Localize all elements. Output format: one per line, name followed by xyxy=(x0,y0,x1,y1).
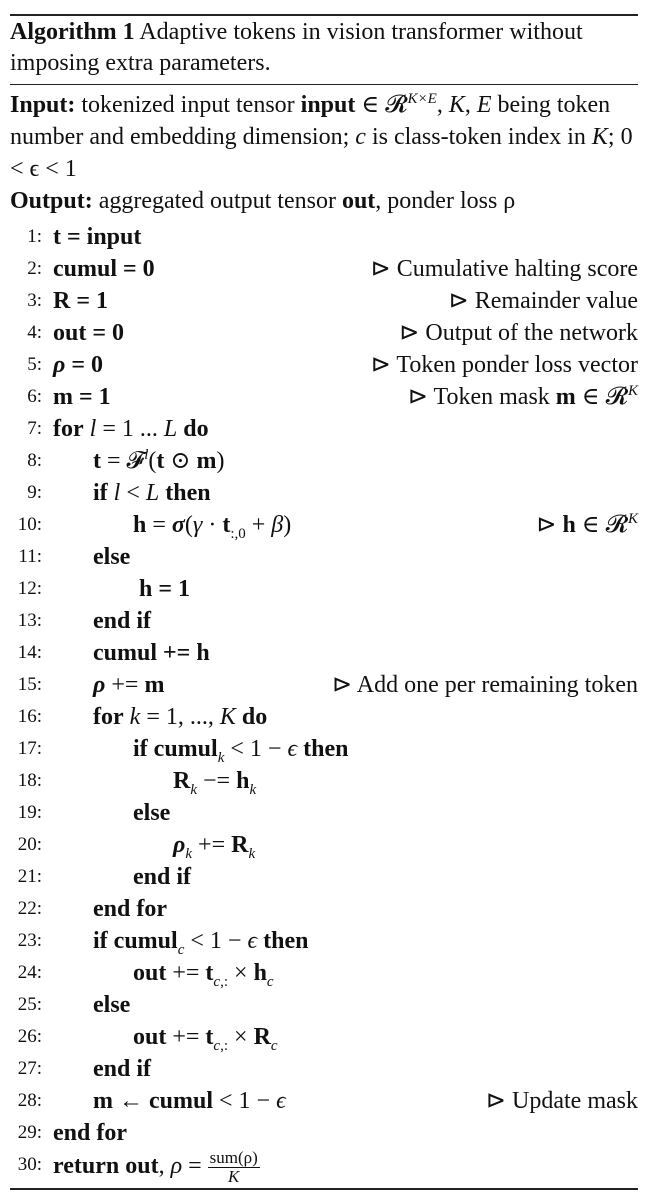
comment-5: ⊳ Token ponder loss vector xyxy=(370,352,638,378)
line-27: 27: end if xyxy=(17,1056,152,1082)
line-6: 6: m = 1 ⊳ Token mask m ∈ 𝓡$^K$ xyxy=(10,381,638,413)
bottom-rule xyxy=(10,1188,638,1190)
input-sup: K×E xyxy=(407,91,437,107)
line-19: 19: else xyxy=(17,800,171,826)
line-25: 25: else xyxy=(17,992,131,1018)
output-bold: out xyxy=(341,188,376,214)
line-10: 10: $h = \sigma(\gamma \cdot t_{:,0} + \beta)$ ⊳ h ∈ 𝓡$^K$ xyxy=(17,511,638,542)
line-23: 23: if cumul$_c$ < 1 − ϵ then xyxy=(17,928,309,958)
top-rule xyxy=(10,14,638,16)
line-16: 16: for k = 1, ..., K do xyxy=(17,704,268,730)
line-13: 13: end if xyxy=(17,608,152,634)
line-18: 18: $R_k -= h_k$ xyxy=(17,768,257,798)
caption-rule xyxy=(10,84,638,85)
caption-label: Algorithm 1 xyxy=(10,19,135,45)
input-math: ∈ 𝓡 xyxy=(361,92,408,118)
line-22: 22: end for xyxy=(17,896,167,922)
line-15: 15: ρ += m ⊳ Add one per remaining token xyxy=(10,669,638,701)
line-3: 3: R = 1 ⊳ Remainder value xyxy=(10,285,638,317)
input-bold: input xyxy=(300,92,356,118)
line-26: 26: out += $t_{c,:} \times R_c$ xyxy=(17,1024,278,1054)
comment-10: ⊳ h ∈ 𝓡$^K$ xyxy=(536,511,638,538)
line-4: 4: out = 0 ⊳ Output of the network xyxy=(10,317,638,349)
input-rest2: being token number and embedding dimension; xyxy=(10,92,611,150)
input-pre: tokenized input tensor xyxy=(81,92,295,118)
line-7: 7: for l = 1 ... L do xyxy=(27,416,209,442)
output-rest: , ponder loss ρ xyxy=(375,188,516,214)
input-rest4: ; 0 < ϵ < 1 xyxy=(10,124,633,182)
line-1: 1: t = input xyxy=(27,224,142,250)
line-11: 11: else xyxy=(18,544,131,570)
comment-4: ⊳ Output of the network xyxy=(399,320,638,346)
line-17: 17: if cumul$_k$ < 1 − ϵ then xyxy=(17,736,349,766)
output-spec xyxy=(10,185,638,217)
line-9: 9: if l < L then xyxy=(27,480,211,506)
algorithm-caption xyxy=(10,17,638,79)
line-29: 29: end for xyxy=(17,1120,127,1146)
line-21: 21: end if xyxy=(17,864,192,890)
line-5: 5: ρ = 0 ⊳ Token ponder loss vector xyxy=(10,349,638,381)
line-12: 12: h = 1 xyxy=(17,576,191,602)
input-spec: Input: tokenized input tensor input ∈ 𝓡$^{K\times E}$, K, E being token number and embedding dimension; c is class-token index in K; 0 < ϵ < 1 xyxy=(10,91,633,182)
input-label: Input: xyxy=(10,92,76,118)
line-8: 8: t = 𝓕$^l$(t ⊙ m) xyxy=(27,447,225,474)
line-14: 14: cumul += h xyxy=(17,640,210,666)
comment-6: ⊳ Token mask m ∈ 𝓡$^K$ xyxy=(407,383,638,410)
line-28: 28: m ← cumul < 1 − ϵ ⊳ Update mask xyxy=(10,1085,638,1117)
input-rest1: , xyxy=(436,92,449,118)
comment-28: ⊳ Update mask xyxy=(485,1088,638,1114)
line-20: 20: $\rho_k += R_k$ xyxy=(17,832,256,862)
output-label: Output: xyxy=(10,188,93,214)
line-24: 24: out += $t_{c,:} \times h_c$ xyxy=(17,960,274,990)
caption-text: Adaptive tokens in vision transformer without imposing extra parameters. xyxy=(10,19,583,76)
comment-15: ⊳ Add one per remaining token xyxy=(331,672,638,698)
output-pre: aggregated output tensor xyxy=(98,188,336,214)
line-2: 2: cumul = 0 ⊳ Cumulative halting score xyxy=(10,253,638,285)
line-30: 30: return out, ρ = $\frac{\text{sum(ρ)}}{K}$ xyxy=(17,1148,258,1186)
comment-3: ⊳ Remainder value xyxy=(448,288,638,314)
comment-2: ⊳ Cumulative halting score xyxy=(370,256,638,282)
fraction: $\frac{\text{sum(ρ)}}{K}$ xyxy=(209,1148,258,1186)
input-rest3: is class-token index in xyxy=(365,124,592,150)
